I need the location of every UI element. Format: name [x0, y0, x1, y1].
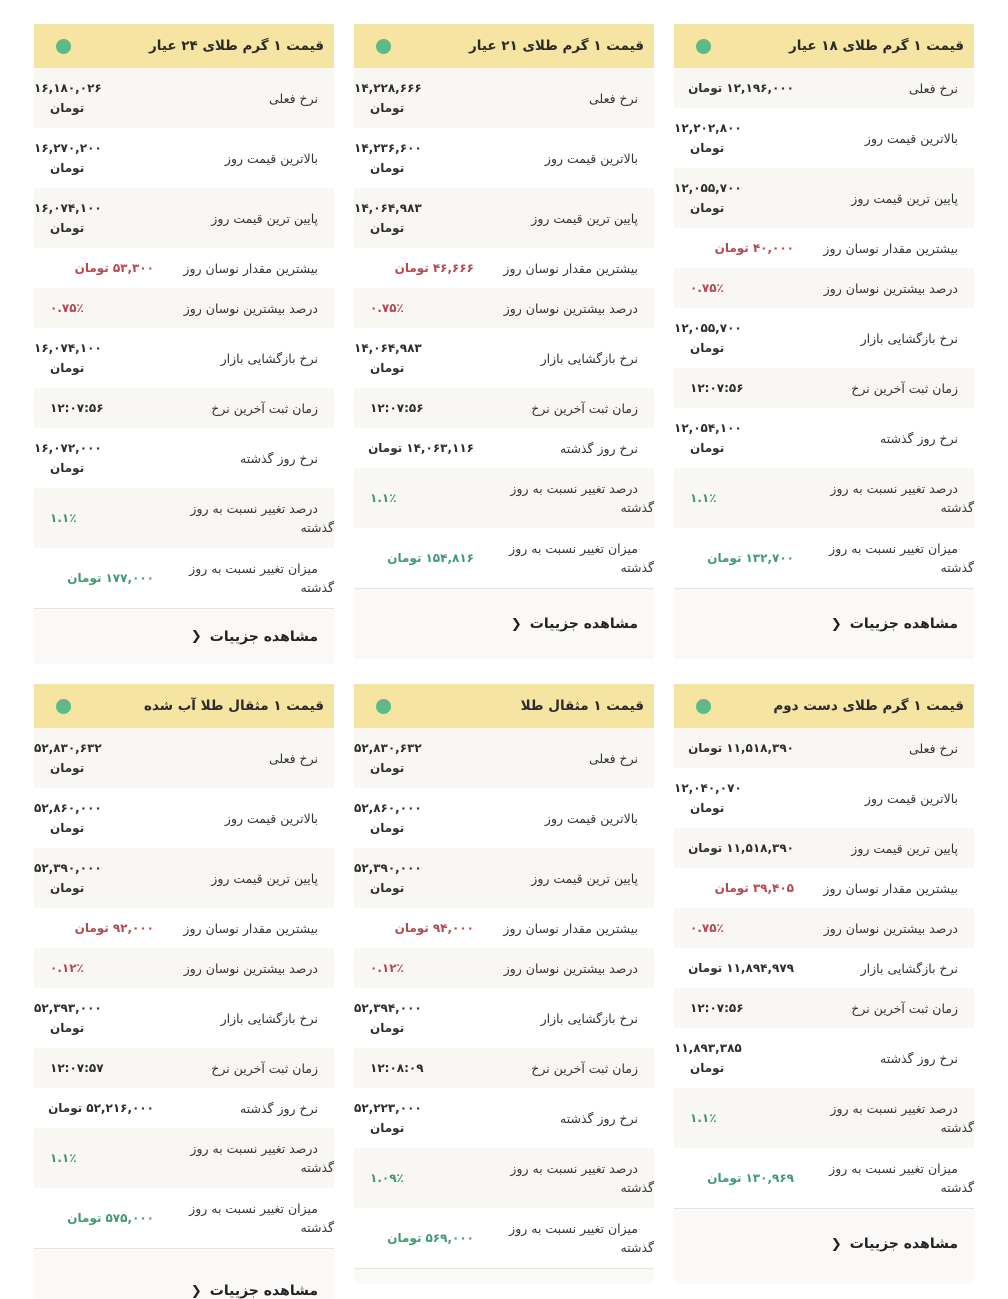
row-current [34, 728, 334, 788]
label-change-pct: درصد تغییر نسبت به روز گذشته [510, 1161, 654, 1195]
value-max-swing: ۹۲,۰۰۰ تومان [74, 921, 154, 935]
row-change-pct [354, 1148, 654, 1208]
label-low: پایین ترین قیمت روز [851, 840, 958, 856]
label-current: نرخ فعلی [589, 90, 638, 106]
value-change-amt: ۱۳۲,۷۰۰ تومان [707, 551, 794, 565]
label-current: نرخ فعلی [589, 750, 638, 766]
value-max-swing-pct: ۰.۷۵٪ [690, 921, 724, 935]
label-current: نرخ فعلی [909, 740, 958, 756]
status-dot-icon [376, 699, 391, 714]
label-high: بالاترین قیمت روز [544, 810, 638, 826]
row-high [674, 108, 974, 168]
row-current [674, 728, 974, 768]
card-header [674, 684, 974, 728]
value-open: ۵۲,۳۹۳,۰۰۰ تومان [34, 1001, 102, 1035]
label-high: بالاترین قیمت روز [224, 150, 318, 166]
row-low [674, 168, 974, 228]
value-prev-day: ۱۴,۰۶۳,۱۱۶ تومان [368, 441, 474, 455]
row-change-amt [354, 1208, 654, 1268]
value-current: ۱۴,۲۲۸,۶۶۶ تومان [354, 81, 422, 115]
row-change-pct [34, 1128, 334, 1188]
row-change-pct [674, 1088, 974, 1148]
row-change-amt [354, 528, 654, 588]
label-last-time: زمان ثبت آخرین نرخ [531, 400, 638, 416]
label-max-swing: بیشترین مقدار نوسان روز [183, 920, 318, 936]
row-high [34, 788, 334, 848]
status-dot-icon [696, 699, 711, 714]
label-current: نرخ فعلی [269, 90, 318, 106]
value-open: ۱۱,۸۹۴,۹۷۹ تومان [688, 961, 794, 975]
label-max-swing: بیشترین مقدار نوسان روز [503, 260, 638, 276]
row-prev-day [34, 428, 334, 488]
value-change-amt: ۱۵۴,۸۱۶ تومان [387, 551, 474, 565]
label-max-swing-pct: درصد بیشترین نوسان روز [503, 300, 638, 316]
value-open: ۱۴,۰۶۴,۹۸۳ تومان [354, 341, 422, 375]
label-open: نرخ بازگشایی بازار [220, 350, 318, 366]
row-last-time [34, 388, 334, 428]
value-change-amt: ۵۶۹,۰۰۰ تومان [387, 1231, 474, 1245]
row-last-time [34, 1048, 334, 1088]
row-current [674, 68, 974, 108]
value-change-amt: ۱۷۷,۰۰۰ تومان [67, 571, 154, 585]
label-change-amt: میزان تغییر نسبت به روز گذشته [189, 561, 334, 595]
label-max-swing: بیشترین مقدار نوسان روز [183, 260, 318, 276]
label-prev-day: نرخ روز گذشته [880, 1050, 958, 1066]
value-max-swing-pct: ۰.۱۲٪ [370, 961, 404, 975]
card-header [34, 24, 334, 68]
card-gold-18k [674, 24, 974, 659]
value-high: ۱۲,۲۰۲,۸۰۰ تومان [674, 121, 742, 155]
row-open [34, 328, 334, 388]
card-title: قیمت ۱ گرم طلای ۲۴ عیار [148, 38, 324, 54]
row-low [354, 188, 654, 248]
row-prev-day [354, 428, 654, 468]
value-max-swing: ۵۳,۳۰۰ تومان [74, 261, 154, 275]
label-prev-day: نرخ روز گذشته [560, 1110, 638, 1126]
card-title: قیمت ۱ مثقال طلا [520, 698, 644, 714]
row-low [674, 828, 974, 868]
card-gold-21k [354, 24, 654, 659]
label-open: نرخ بازگشایی بازار [860, 960, 958, 976]
row-open [34, 988, 334, 1048]
value-prev-day: ۱۲,۰۵۴,۱۰۰ تومان [674, 421, 742, 455]
label-max-swing: بیشترین مقدار نوسان روز [823, 240, 958, 256]
value-open: ۱۲,۰۵۵,۷۰۰ تومان [674, 321, 742, 355]
value-high: ۱۴,۲۳۶,۶۰۰ تومان [354, 141, 422, 175]
label-max-swing-pct: درصد بیشترین نوسان روز [823, 280, 958, 296]
label-current: نرخ فعلی [909, 80, 958, 96]
value-high: ۵۲,۸۶۰,۰۰۰ تومان [34, 801, 102, 835]
label-low: پایین ترین قیمت روز [531, 870, 638, 886]
row-max-swing [34, 248, 334, 288]
row-current [354, 68, 654, 128]
card-gold-second-hand [674, 684, 974, 1284]
value-low: ۱۶,۰۷۴,۱۰۰ تومان [34, 201, 102, 235]
value-prev-day: ۱۶,۰۷۲,۰۰۰ تومان [34, 441, 102, 475]
card-title: قیمت ۱ گرم طلای دست دوم [773, 698, 964, 714]
label-last-time: زمان ثبت آخرین نرخ [531, 1060, 638, 1076]
label-current: نرخ فعلی [269, 750, 318, 766]
value-last-time: ۱۲:۰۷:۵۶ [50, 401, 104, 415]
status-dot-icon [56, 39, 71, 54]
label-max-swing: بیشترین مقدار نوسان روز [503, 920, 638, 936]
row-open [354, 988, 654, 1048]
value-change-pct: ۱.۱٪ [370, 491, 397, 505]
chevron-left-icon: ❯ [190, 629, 202, 644]
card-title: قیمت ۱ گرم طلای ۱۸ عیار [788, 38, 964, 54]
value-prev-day: ۵۲,۲۱۶,۰۰۰ تومان [48, 1101, 154, 1115]
value-low: ۱۴,۰۶۴,۹۸۳ تومان [354, 201, 422, 235]
value-high: ۵۲,۸۶۰,۰۰۰ تومان [354, 801, 422, 835]
value-last-time: ۱۲:۰۸:۰۹ [370, 1061, 424, 1075]
label-prev-day: نرخ روز گذشته [240, 450, 318, 466]
row-high [34, 128, 334, 188]
card-gold-mithqal [354, 684, 654, 1284]
label-max-swing-pct: درصد بیشترین نوسان روز [503, 960, 638, 976]
label-change-pct: درصد تغییر نسبت به روز گذشته [190, 1141, 334, 1175]
label-low: پایین ترین قیمت روز [531, 210, 638, 226]
row-max-swing-pct [354, 948, 654, 988]
value-max-swing: ۹۴,۰۰۰ تومان [394, 921, 474, 935]
row-low [34, 848, 334, 908]
value-max-swing-pct: ۰.۷۵٪ [370, 301, 404, 315]
row-change-amt [34, 548, 334, 608]
row-max-swing [34, 908, 334, 948]
row-max-swing-pct [354, 288, 654, 328]
value-max-swing: ۴۰,۰۰۰ تومان [714, 241, 794, 255]
label-high: بالاترین قیمت روز [864, 790, 958, 806]
label-open: نرخ بازگشایی بازار [540, 350, 638, 366]
label-change-pct: درصد تغییر نسبت به روز گذشته [830, 1101, 974, 1135]
value-current: ۱۶,۱۸۰,۰۲۶ تومان [34, 81, 102, 115]
label-max-swing-pct: درصد بیشترین نوسان روز [823, 920, 958, 936]
value-current: ۵۲,۸۳۰,۶۳۲ تومان [354, 741, 422, 775]
value-low: ۱۲,۰۵۵,۷۰۰ تومان [674, 181, 742, 215]
label-prev-day: نرخ روز گذشته [240, 1100, 318, 1116]
chevron-left-icon: ❯ [190, 1284, 202, 1299]
chevron-left-icon: ❯ [830, 616, 842, 632]
card-gold-melted-mithqal [34, 684, 334, 1299]
row-change-pct [354, 468, 654, 528]
row-last-time [674, 368, 974, 408]
row-current [354, 728, 654, 788]
value-low: ۵۲,۳۹۰,۰۰۰ تومان [354, 861, 422, 895]
label-max-swing-pct: درصد بیشترین نوسان روز [183, 960, 318, 976]
view-details-button[interactable]: ❯ مشاهده جزییات [34, 609, 334, 664]
view-details-button[interactable]: ❯ مشاهده جزییات [674, 589, 974, 659]
row-max-swing-pct [674, 268, 974, 308]
value-high: ۱۲,۰۴۰,۰۷۰ تومان [674, 781, 742, 815]
card-title: قیمت ۱ مثقال طلا آب شده [143, 698, 324, 714]
row-max-swing-pct [674, 908, 974, 948]
label-change-amt: میزان تغییر نسبت به روز گذشته [509, 1221, 654, 1255]
row-change-amt [674, 1148, 974, 1208]
row-last-time [354, 388, 654, 428]
status-dot-icon [376, 39, 391, 54]
value-current: ۱۱,۵۱۸,۳۹۰ تومان [688, 741, 794, 755]
divider [354, 1268, 654, 1269]
row-open [674, 948, 974, 988]
label-prev-day: نرخ روز گذشته [560, 440, 638, 456]
row-prev-day [354, 1088, 654, 1148]
row-max-swing-pct [34, 948, 334, 988]
label-last-time: زمان ثبت آخرین نرخ [851, 380, 958, 396]
value-change-pct: ۱.۱٪ [690, 491, 717, 505]
label-change-amt: میزان تغییر نسبت به روز گذشته [189, 1201, 334, 1235]
value-max-swing: ۴۶,۶۶۶ تومان [394, 261, 474, 275]
value-max-swing: ۳۹,۴۰۵ تومان [714, 881, 794, 895]
value-current: ۱۲,۱۹۶,۰۰۰ تومان [688, 81, 794, 95]
value-change-pct: ۱.۰۹٪ [370, 1171, 404, 1185]
value-open: ۵۲,۳۹۴,۰۰۰ تومان [354, 1001, 422, 1035]
chevron-left-icon: ❯ [830, 1236, 842, 1252]
label-max-swing: بیشترین مقدار نوسان روز [823, 880, 958, 896]
view-details-button[interactable]: ❯ مشاهده جزییات [34, 1249, 334, 1299]
status-dot-icon [56, 699, 71, 714]
value-open: ۱۶,۰۷۴,۱۰۰ تومان [34, 341, 102, 375]
value-last-time: ۱۲:۰۷:۵۶ [690, 1001, 744, 1015]
value-last-time: ۱۲:۰۷:۵۶ [690, 381, 744, 395]
row-high [354, 128, 654, 188]
label-change-amt: میزان تغییر نسبت به روز گذشته [829, 541, 974, 575]
row-current [34, 68, 334, 128]
label-change-pct: درصد تغییر نسبت به روز گذشته [510, 481, 654, 515]
row-change-amt [674, 528, 974, 588]
row-high [354, 788, 654, 848]
label-last-time: زمان ثبت آخرین نرخ [851, 1000, 958, 1016]
label-low: پایین ترین قیمت روز [851, 190, 958, 206]
value-change-amt: ۵۷۵,۰۰۰ تومان [67, 1211, 154, 1225]
label-last-time: زمان ثبت آخرین نرخ [211, 400, 318, 416]
label-open: نرخ بازگشایی بازار [220, 1010, 318, 1026]
value-change-pct: ۱.۱٪ [50, 1151, 77, 1165]
label-open: نرخ بازگشایی بازار [860, 330, 958, 346]
row-last-time [674, 988, 974, 1028]
view-details-button[interactable]: ❯ مشاهده جزییات [354, 589, 654, 659]
chevron-left-icon: ❯ [510, 616, 522, 632]
value-change-pct: ۱.۱٪ [50, 511, 77, 525]
view-details-button[interactable]: ❯ مشاهده جزییات [674, 1209, 974, 1279]
label-last-time: زمان ثبت آخرین نرخ [211, 1060, 318, 1076]
value-low: ۱۱,۵۱۸,۳۹۰ تومان [688, 841, 794, 855]
row-prev-day [674, 1028, 974, 1088]
label-low: پایین ترین قیمت روز [211, 870, 318, 886]
label-open: نرخ بازگشایی بازار [540, 1010, 638, 1026]
row-open [674, 308, 974, 368]
row-change-pct [674, 468, 974, 528]
label-high: بالاترین قیمت روز [864, 130, 958, 146]
label-change-amt: میزان تغییر نسبت به روز گذشته [829, 1161, 974, 1195]
value-max-swing-pct: ۰.۷۵٪ [50, 301, 84, 315]
row-high [674, 768, 974, 828]
label-max-swing-pct: درصد بیشترین نوسان روز [183, 300, 318, 316]
value-prev-day: ۱۱,۸۹۳,۳۸۵ تومان [674, 1041, 742, 1075]
label-change-pct: درصد تغییر نسبت به روز گذشته [830, 481, 974, 515]
value-prev-day: ۵۲,۲۲۳,۰۰۰ تومان [354, 1101, 422, 1135]
value-max-swing-pct: ۰.۱۲٪ [50, 961, 84, 975]
label-high: بالاترین قیمت روز [544, 150, 638, 166]
card-gold-24k [34, 24, 334, 664]
row-change-pct [34, 488, 334, 548]
card-title: قیمت ۱ گرم طلای ۲۱ عیار [468, 38, 644, 54]
row-low [34, 188, 334, 248]
row-prev-day [674, 408, 974, 468]
label-high: بالاترین قیمت روز [224, 810, 318, 826]
value-change-amt: ۱۳۰,۹۶۹ تومان [707, 1171, 794, 1185]
row-max-swing [354, 248, 654, 288]
card-header [674, 24, 974, 68]
label-change-amt: میزان تغییر نسبت به روز گذشته [509, 541, 654, 575]
value-last-time: ۱۲:۰۷:۵۷ [50, 1061, 104, 1075]
label-change-pct: درصد تغییر نسبت به روز گذشته [190, 501, 334, 535]
card-header [34, 684, 334, 728]
value-last-time: ۱۲:۰۷:۵۶ [370, 401, 424, 415]
row-last-time [354, 1048, 654, 1088]
card-header [354, 684, 654, 728]
value-high: ۱۶,۲۷۰,۲۰۰ تومان [34, 141, 102, 175]
row-prev-day [34, 1088, 334, 1128]
value-max-swing-pct: ۰.۷۵٪ [690, 281, 724, 295]
label-prev-day: نرخ روز گذشته [880, 430, 958, 446]
row-max-swing [674, 228, 974, 268]
row-low [354, 848, 654, 908]
card-header [354, 24, 654, 68]
row-max-swing [674, 868, 974, 908]
value-low: ۵۲,۳۹۰,۰۰۰ تومان [34, 861, 102, 895]
row-change-amt [34, 1188, 334, 1248]
label-low: پایین ترین قیمت روز [211, 210, 318, 226]
row-max-swing-pct [34, 288, 334, 328]
value-change-pct: ۱.۱٪ [690, 1111, 717, 1125]
row-max-swing [354, 908, 654, 948]
status-dot-icon [696, 39, 711, 54]
row-open [354, 328, 654, 388]
value-current: ۵۲,۸۳۰,۶۳۲ تومان [34, 741, 102, 775]
